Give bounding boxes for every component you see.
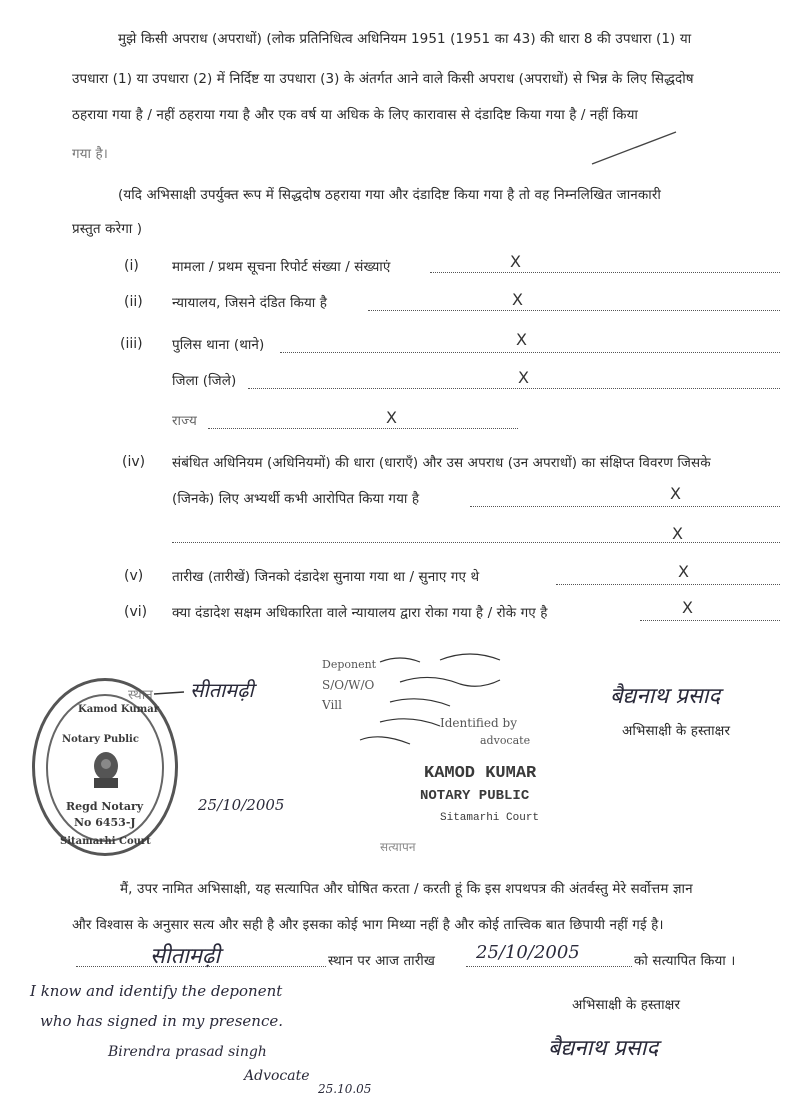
item-iv-mark2: X xyxy=(672,524,683,543)
notary-name: KAMOD KUMAR xyxy=(424,764,537,783)
state-mark: X xyxy=(386,408,397,427)
item-v-num: (v) xyxy=(124,568,144,584)
verification-date-hand: 25/10/2005 xyxy=(476,942,580,963)
seal-date: 25/10/2005 xyxy=(198,796,285,814)
identify-by: Identified by xyxy=(440,716,517,730)
item-iv-mark: X xyxy=(670,484,681,503)
item-ii-mark: X xyxy=(512,290,523,309)
verification-place-text: स्थान पर आज तारीख xyxy=(328,953,436,969)
verification-place-hand: सीतामढ़ी xyxy=(150,944,221,969)
para1-line4: गया है। xyxy=(72,146,109,162)
place-prefix: स्थान xyxy=(128,687,153,703)
identify-scribbles xyxy=(340,640,540,750)
advocate-note-l3: Birendra prasad singh xyxy=(108,1044,267,1060)
item-v-line xyxy=(556,584,780,585)
strike-mark xyxy=(590,128,680,168)
district-line xyxy=(248,388,780,389)
item-iii-mark: X xyxy=(516,330,527,349)
item-iv-line1: संबंधित अधिनियम (अधिनियमों) की धारा (धाराएँ) और उस अपराध (उन अपराधों) का संक्षिप्त विवरण जिसके xyxy=(172,455,711,471)
item-vi-num: (vi) xyxy=(124,604,148,620)
seal-bottom-text: Sitamarhi Court xyxy=(60,836,151,847)
para2-line1: (यदि अभिसाक्षी उपर्युक्त रूप में सिद्धदोष ठहराया गया और दंडादिष्ट किया गया है तो वह निम्नलिखित जानकारी xyxy=(118,187,661,203)
seal-top-text: Kamod Kumar xyxy=(78,704,159,715)
district-mark: X xyxy=(518,368,529,387)
identify-sowo: S/O/W/O xyxy=(322,678,375,692)
item-i-label: मामला / प्रथम सूचना रिपोर्ट संख्या / संख्याएं xyxy=(172,259,391,275)
item-v-mark: X xyxy=(678,562,689,581)
verification-heading: सत्यापन xyxy=(380,840,416,854)
para1-line1: मुझे किसी अपराध (अपराधों) (लोक प्रतिनिधित्व अधिनियम 1951 (1951 का 43) की धारा 8 की उपधारा (1) या xyxy=(118,31,692,47)
bottom-sig-caption: अभिसाक्षी के हस्ताक्षर xyxy=(572,997,681,1013)
item-i-num: (i) xyxy=(124,258,139,274)
item-iii-label: पुलिस थाना (थाने) xyxy=(172,337,265,353)
item-v-label: तारीख (तारीखें) जिनको दंडादेश सुनाया गया था / सुनाए गए थे xyxy=(172,569,480,585)
advocate-note-l5: 25.10.05 xyxy=(318,1082,372,1096)
para1-line3: ठहराया गया है / नहीं ठहराया गया है और एक वर्ष या अधिक के लिए कारावास से दंडादिष्ट किया गया है / नहीं किया xyxy=(72,107,639,123)
advocate-note-l2: who has signed in my presence. xyxy=(40,1012,283,1030)
item-vi-label: क्या दंडादेश सक्षम अधिकारिता वाले न्यायालय द्वारा रोका गया है / रोके गए है xyxy=(172,605,548,621)
verification-line1: मैं, उपर नामित अभिसाक्षी, यह सत्यापित और घोषित करता / करती हूं कि इस शपथपत्र की अंतर्वस्तु मेरे सर्वोत्तम ज्ञान xyxy=(120,881,693,897)
item-iii-num: (iii) xyxy=(120,336,143,352)
identify-advocate: advocate xyxy=(480,734,531,747)
advocate-note-l1: I know and identify the deponent xyxy=(30,982,283,1000)
identify-vill: Vill xyxy=(322,698,342,712)
item-vi-line xyxy=(640,620,780,621)
seal-no-text: No 6453-J xyxy=(74,816,136,829)
deponent-sig-caption: अभिसाक्षी के हस्ताक्षर xyxy=(622,723,731,739)
item-iv-line2: (जिनके) लिए अभ्यर्थी कभी आरोपित किया गया है xyxy=(172,491,420,507)
notary-title: NOTARY PUBLIC xyxy=(420,788,530,804)
verification-line2: और विश्वास के अनुसार सत्य और सही है और इसका कोई भाग मिथ्या नहीं है और कोई तात्त्विक बात छिपायी नहीं गई है। xyxy=(72,917,664,933)
item-i-mark: X xyxy=(510,252,521,271)
notary-court: Sitamarhi Court xyxy=(440,812,540,824)
seal-mid-text: Notary Public xyxy=(62,734,139,745)
item-ii-num: (ii) xyxy=(124,294,143,310)
advocate-note-l4: Advocate xyxy=(244,1068,310,1084)
item-iv-num: (iv) xyxy=(122,454,146,470)
date-line-dots xyxy=(466,966,632,967)
identify-deponent: Deponent xyxy=(322,658,377,671)
para2-line2: प्रस्तुत करेगा ) xyxy=(72,221,143,237)
state-line xyxy=(208,428,518,429)
place-dash xyxy=(150,684,190,704)
item-iii-line xyxy=(280,352,780,353)
para1-line2: उपधारा (1) या उपधारा (2) में निर्दिष्ट या उपधारा (3) के अंतर्गत आने वाले किसी अपराध (अपराधों) से भिन्न के लिए सिद्धदोष xyxy=(72,71,694,87)
deponent-signature: बैद्यनाथ प्रसाद xyxy=(610,684,721,709)
item-iv-line-b xyxy=(172,542,780,543)
state-label: राज्य xyxy=(172,413,197,429)
item-iv-line-a xyxy=(470,506,780,507)
place-hand: सीतामढ़ी xyxy=(190,678,254,702)
bottom-signature: बैद्यनाथ प्रसाद xyxy=(548,1036,659,1061)
item-i-line xyxy=(430,272,780,273)
verification-end-text: को सत्यापित किया । xyxy=(634,953,736,969)
district-label: जिला (जिले) xyxy=(172,373,237,389)
item-vi-mark: X xyxy=(682,598,693,617)
item-ii-label: न्यायालय, जिसने दंडित किया है xyxy=(172,295,328,311)
seal-regd-text: Regd Notary xyxy=(66,800,144,813)
emblem-icon xyxy=(84,748,128,794)
item-ii-line xyxy=(368,310,780,311)
